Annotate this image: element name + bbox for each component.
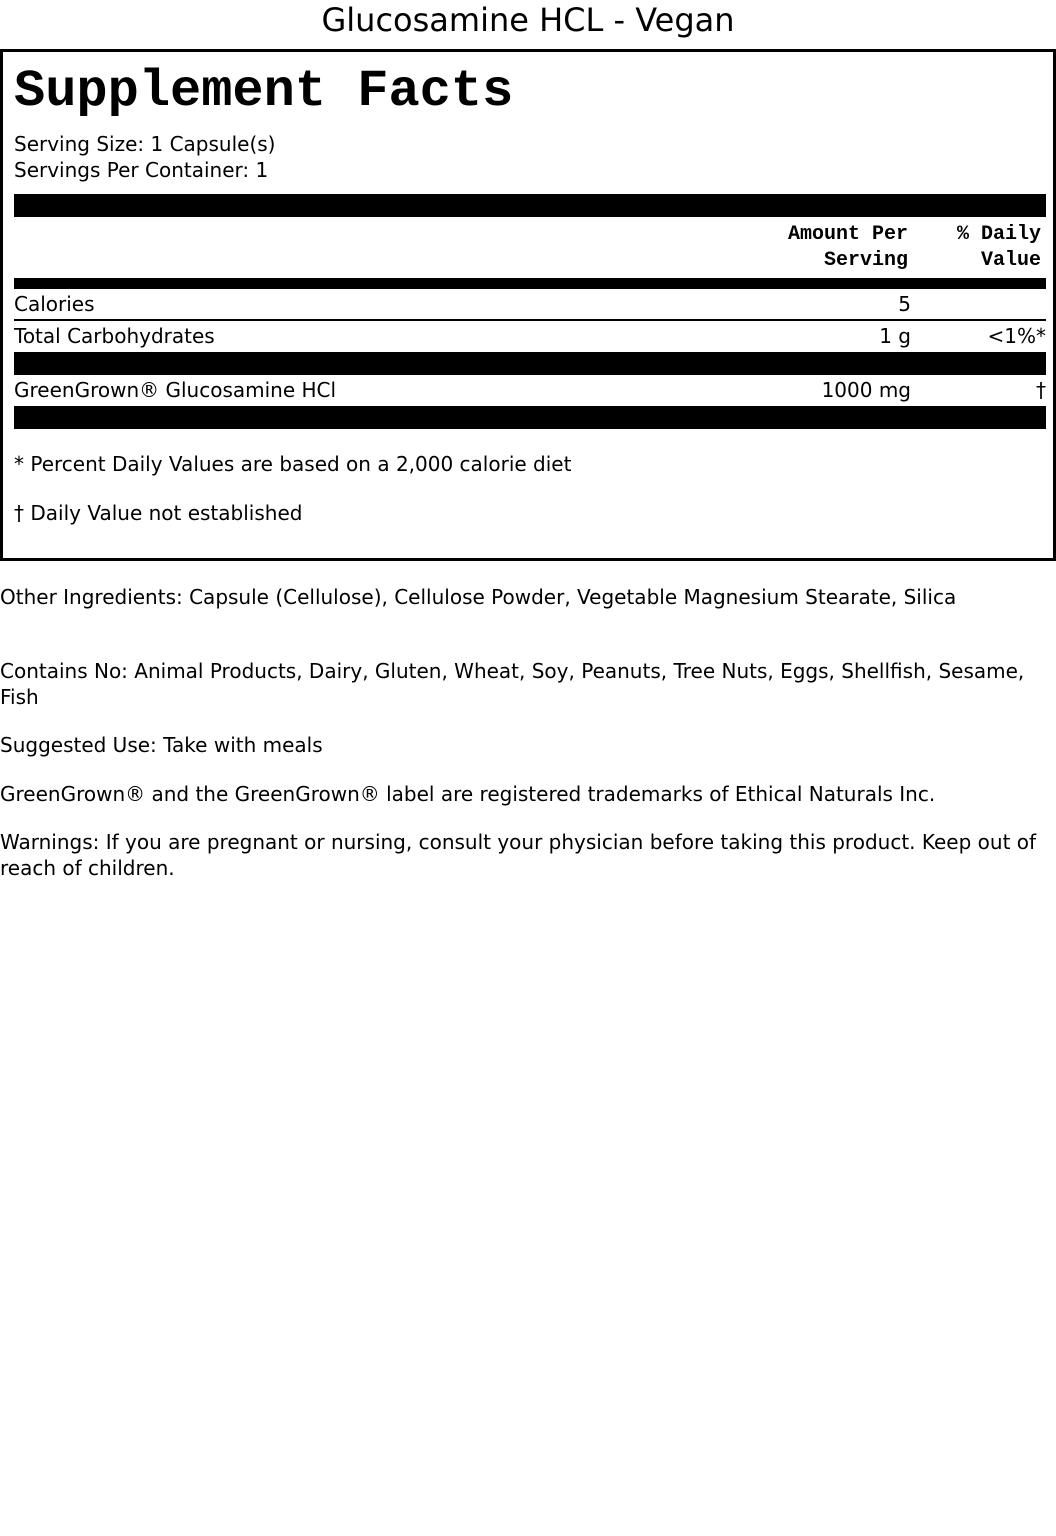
- supplement-facts-panel: [0, 49, 1056, 561]
- nutrient-row: [14, 377, 1046, 403]
- nutrient-name: Total Carbohydrates: [14, 324, 215, 348]
- dv-header-line2: Value: [980, 249, 1041, 272]
- amount-header-line1: Amount Per: [787, 223, 908, 246]
- nutrient-amount: 1 g: [879, 324, 911, 348]
- thick-divider: [14, 406, 1046, 429]
- thick-divider: [14, 194, 1046, 217]
- nutrient-row: [14, 323, 1046, 349]
- dv-header-line1: % Daily: [956, 223, 1041, 246]
- nutrient-dv: <1%*: [987, 324, 1046, 348]
- medium-divider: [14, 278, 1046, 289]
- nutrient-name: GreenGrown® Glucosamine HCl: [14, 378, 337, 402]
- nutrient-amount: 1000 mg: [821, 378, 911, 402]
- trademark-notice: GreenGrown® and the GreenGrown® label are registered trademarks of Ethical Naturals Inc.: [0, 782, 936, 806]
- serving-size: Serving Size: 1 Capsule(s): [14, 132, 276, 156]
- footnote-percent-dv: * Percent Daily Values are based on a 2,000 calorie diet: [14, 452, 572, 476]
- footnote-dv-not-established: † Daily Value not established: [14, 501, 303, 525]
- supplement-facts-heading: Supplement Facts: [14, 62, 514, 121]
- nutrient-row: [14, 291, 1046, 317]
- thin-divider: [14, 319, 1046, 321]
- nutrient-amount: 5: [898, 292, 911, 316]
- amount-header-line2: Serving: [823, 249, 908, 272]
- daily-value-header: [903, 222, 1041, 274]
- product-title: Glucosamine HCL - Vegan: [321, 1, 735, 39]
- amount-per-serving-header: [603, 222, 908, 274]
- nutrient-name: Calories: [14, 292, 95, 316]
- warnings: Warnings: If you are pregnant or nursing, consult your physician before taking this product. Keep out of reach of children.: [0, 830, 1037, 880]
- nutrient-dv: †: [1036, 378, 1046, 402]
- contains-no: Contains No: Animal Products, Dairy, Gluten, Wheat, Soy, Peanuts, Tree Nuts, Eggs, Shellfish, Sesame, Fish: [0, 659, 1025, 709]
- servings-per-container: Servings Per Container: 1: [14, 158, 269, 182]
- other-ingredients: Other Ingredients: Capsule (Cellulose), Cellulose Powder, Vegetable Magnesium Stearate, Silica: [0, 585, 957, 609]
- thick-divider: [14, 352, 1046, 375]
- suggested-use: Suggested Use: Take with meals: [0, 733, 323, 757]
